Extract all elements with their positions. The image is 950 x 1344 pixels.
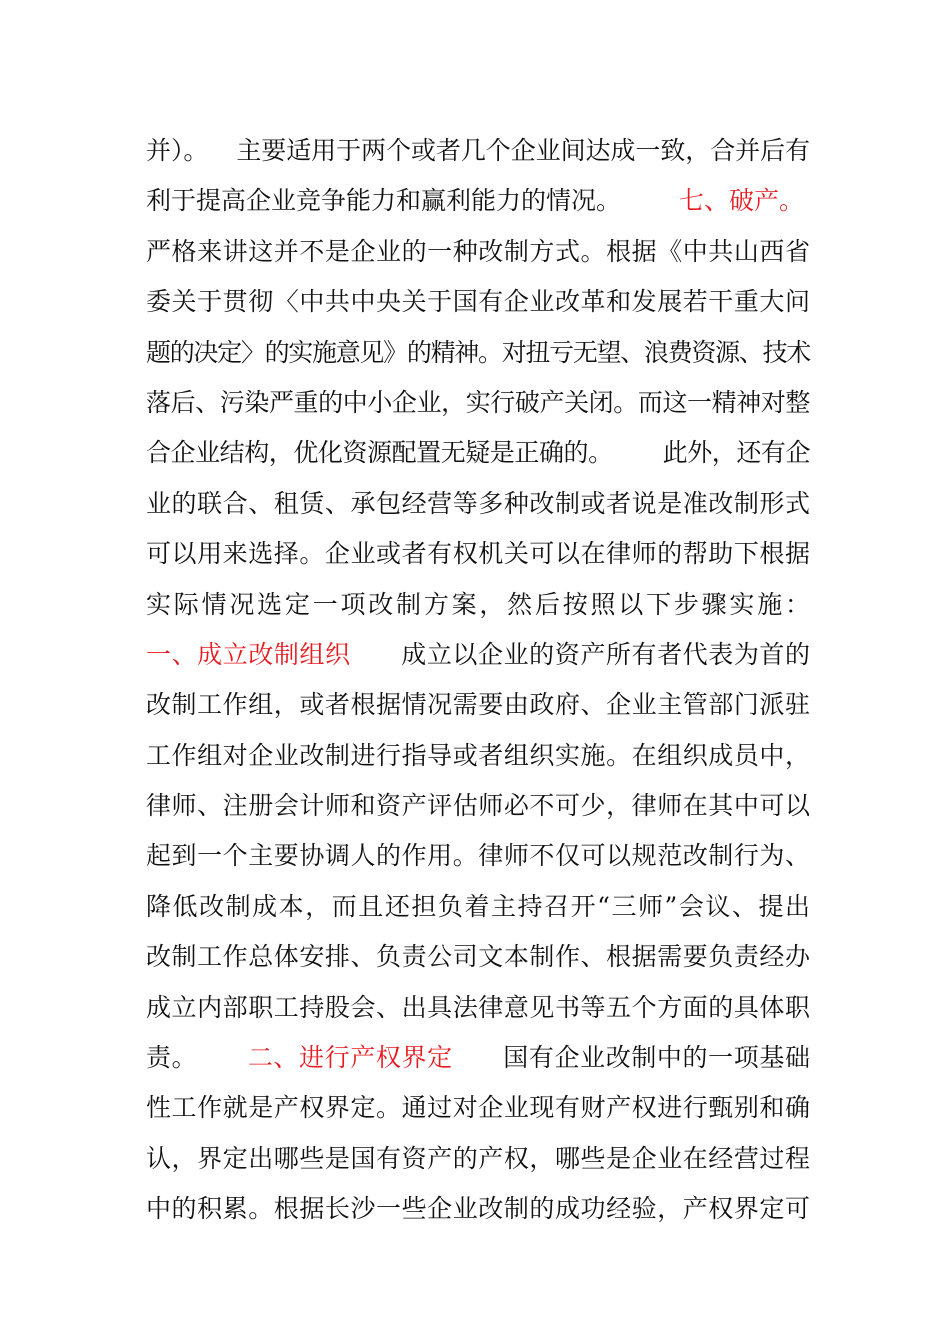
text-segment: 严格来讲这并不是企业的一种改制方式。根据《中共山西省 (146, 236, 810, 266)
text-segment: 起到一个主要协调人的作用。律师不仅可以规范改制行为、 (146, 841, 810, 871)
text-line (146, 529, 810, 579)
text-segment: 性工作就是产权界定。通过对企业现有财产权进行甄别和确 (146, 1093, 810, 1123)
text-line (146, 176, 810, 226)
text-line (146, 479, 810, 529)
body-text (146, 126, 810, 1235)
text-segment: 工作组对企业改制进行指导或者组织实施。在组织成员中， (146, 740, 810, 770)
text-line (146, 1083, 810, 1133)
text-segment: 改制工作总体安排、负责公司文本制作、根据需要负责经办 (146, 942, 810, 972)
text-segment: 并）。 (146, 136, 209, 165)
text-segment: 落后、污染严重的中小企业，实行破产关闭。而这一精神对整 (146, 387, 810, 417)
text-line (146, 983, 810, 1033)
text-segment: 可以用来选择。企业或者有权机关可以在律师的帮助下根据 (146, 539, 810, 569)
text-line (146, 378, 810, 428)
text-segment: 委关于贯彻〈中共中央关于国有企业改革和发展若干重大问 (146, 287, 810, 317)
text-line (146, 580, 810, 630)
section-heading: 二、进行产权界定 (247, 1043, 453, 1073)
text-segment: 成立内部职工持股会、出具法律意见书等五个方面的具体职 (146, 992, 810, 1022)
text-line (146, 1134, 810, 1184)
text-segment: 实际情况选定一项改制方案，然后按照以下步骤实施： (146, 589, 810, 619)
text-line (146, 277, 810, 327)
text-segment: 利于提高企业竞争能力和赢利能力的情况。 (146, 186, 622, 216)
text-segment: 中的积累。根据长沙一些企业改制的成功经验，产权界定可 (146, 1194, 810, 1224)
text-segment: 题的决定〉的实施意见》的精神。对扭亏无望、浪费资源、技术 (146, 337, 810, 367)
text-segment: 责。 (146, 1043, 198, 1073)
text-segment: 此外，还有企 (662, 438, 811, 468)
text-line (146, 831, 810, 881)
text-segment: 改制工作组，或者根据情况需要由政府、企业主管部门派驻 (146, 690, 810, 720)
text-segment: 主要适用于两个或者几个企业间达成一致，合并后有 (236, 136, 810, 165)
text-segment: 国有企业改制中的一项基础 (502, 1043, 810, 1073)
text-line (146, 882, 810, 932)
text-segment: 认，界定出哪些是国有资产的产权，哪些是企业在经营过程 (146, 1143, 810, 1173)
text-segment: 合企业结构，优化资源配置无疑是正确的。 (146, 438, 613, 468)
text-line (146, 126, 810, 176)
text-line (146, 680, 810, 730)
section-heading: 七、破产。 (679, 186, 805, 216)
text-line (146, 1184, 810, 1234)
text-segment: 业的联合、租赁、承包经营等多种改制或者说是准改制形式 (146, 488, 810, 518)
text-line (146, 731, 810, 781)
text-line (146, 781, 810, 831)
text-line (146, 630, 810, 680)
text-line (146, 932, 810, 982)
text-line (146, 428, 810, 478)
section-heading: 一、成立改制组织 (146, 639, 351, 669)
text-segment: 律师、注册会计师和资产评估师必不可少，律师在其中可以 (146, 791, 810, 821)
text-line (146, 1033, 810, 1083)
text-segment: 成立以企业的资产所有者代表为首的 (400, 639, 810, 669)
text-segment: 降低改制成本，而且还担负着主持召开“三师”会议、提出 (146, 891, 810, 921)
text-line (146, 227, 810, 277)
text-line (146, 328, 810, 378)
